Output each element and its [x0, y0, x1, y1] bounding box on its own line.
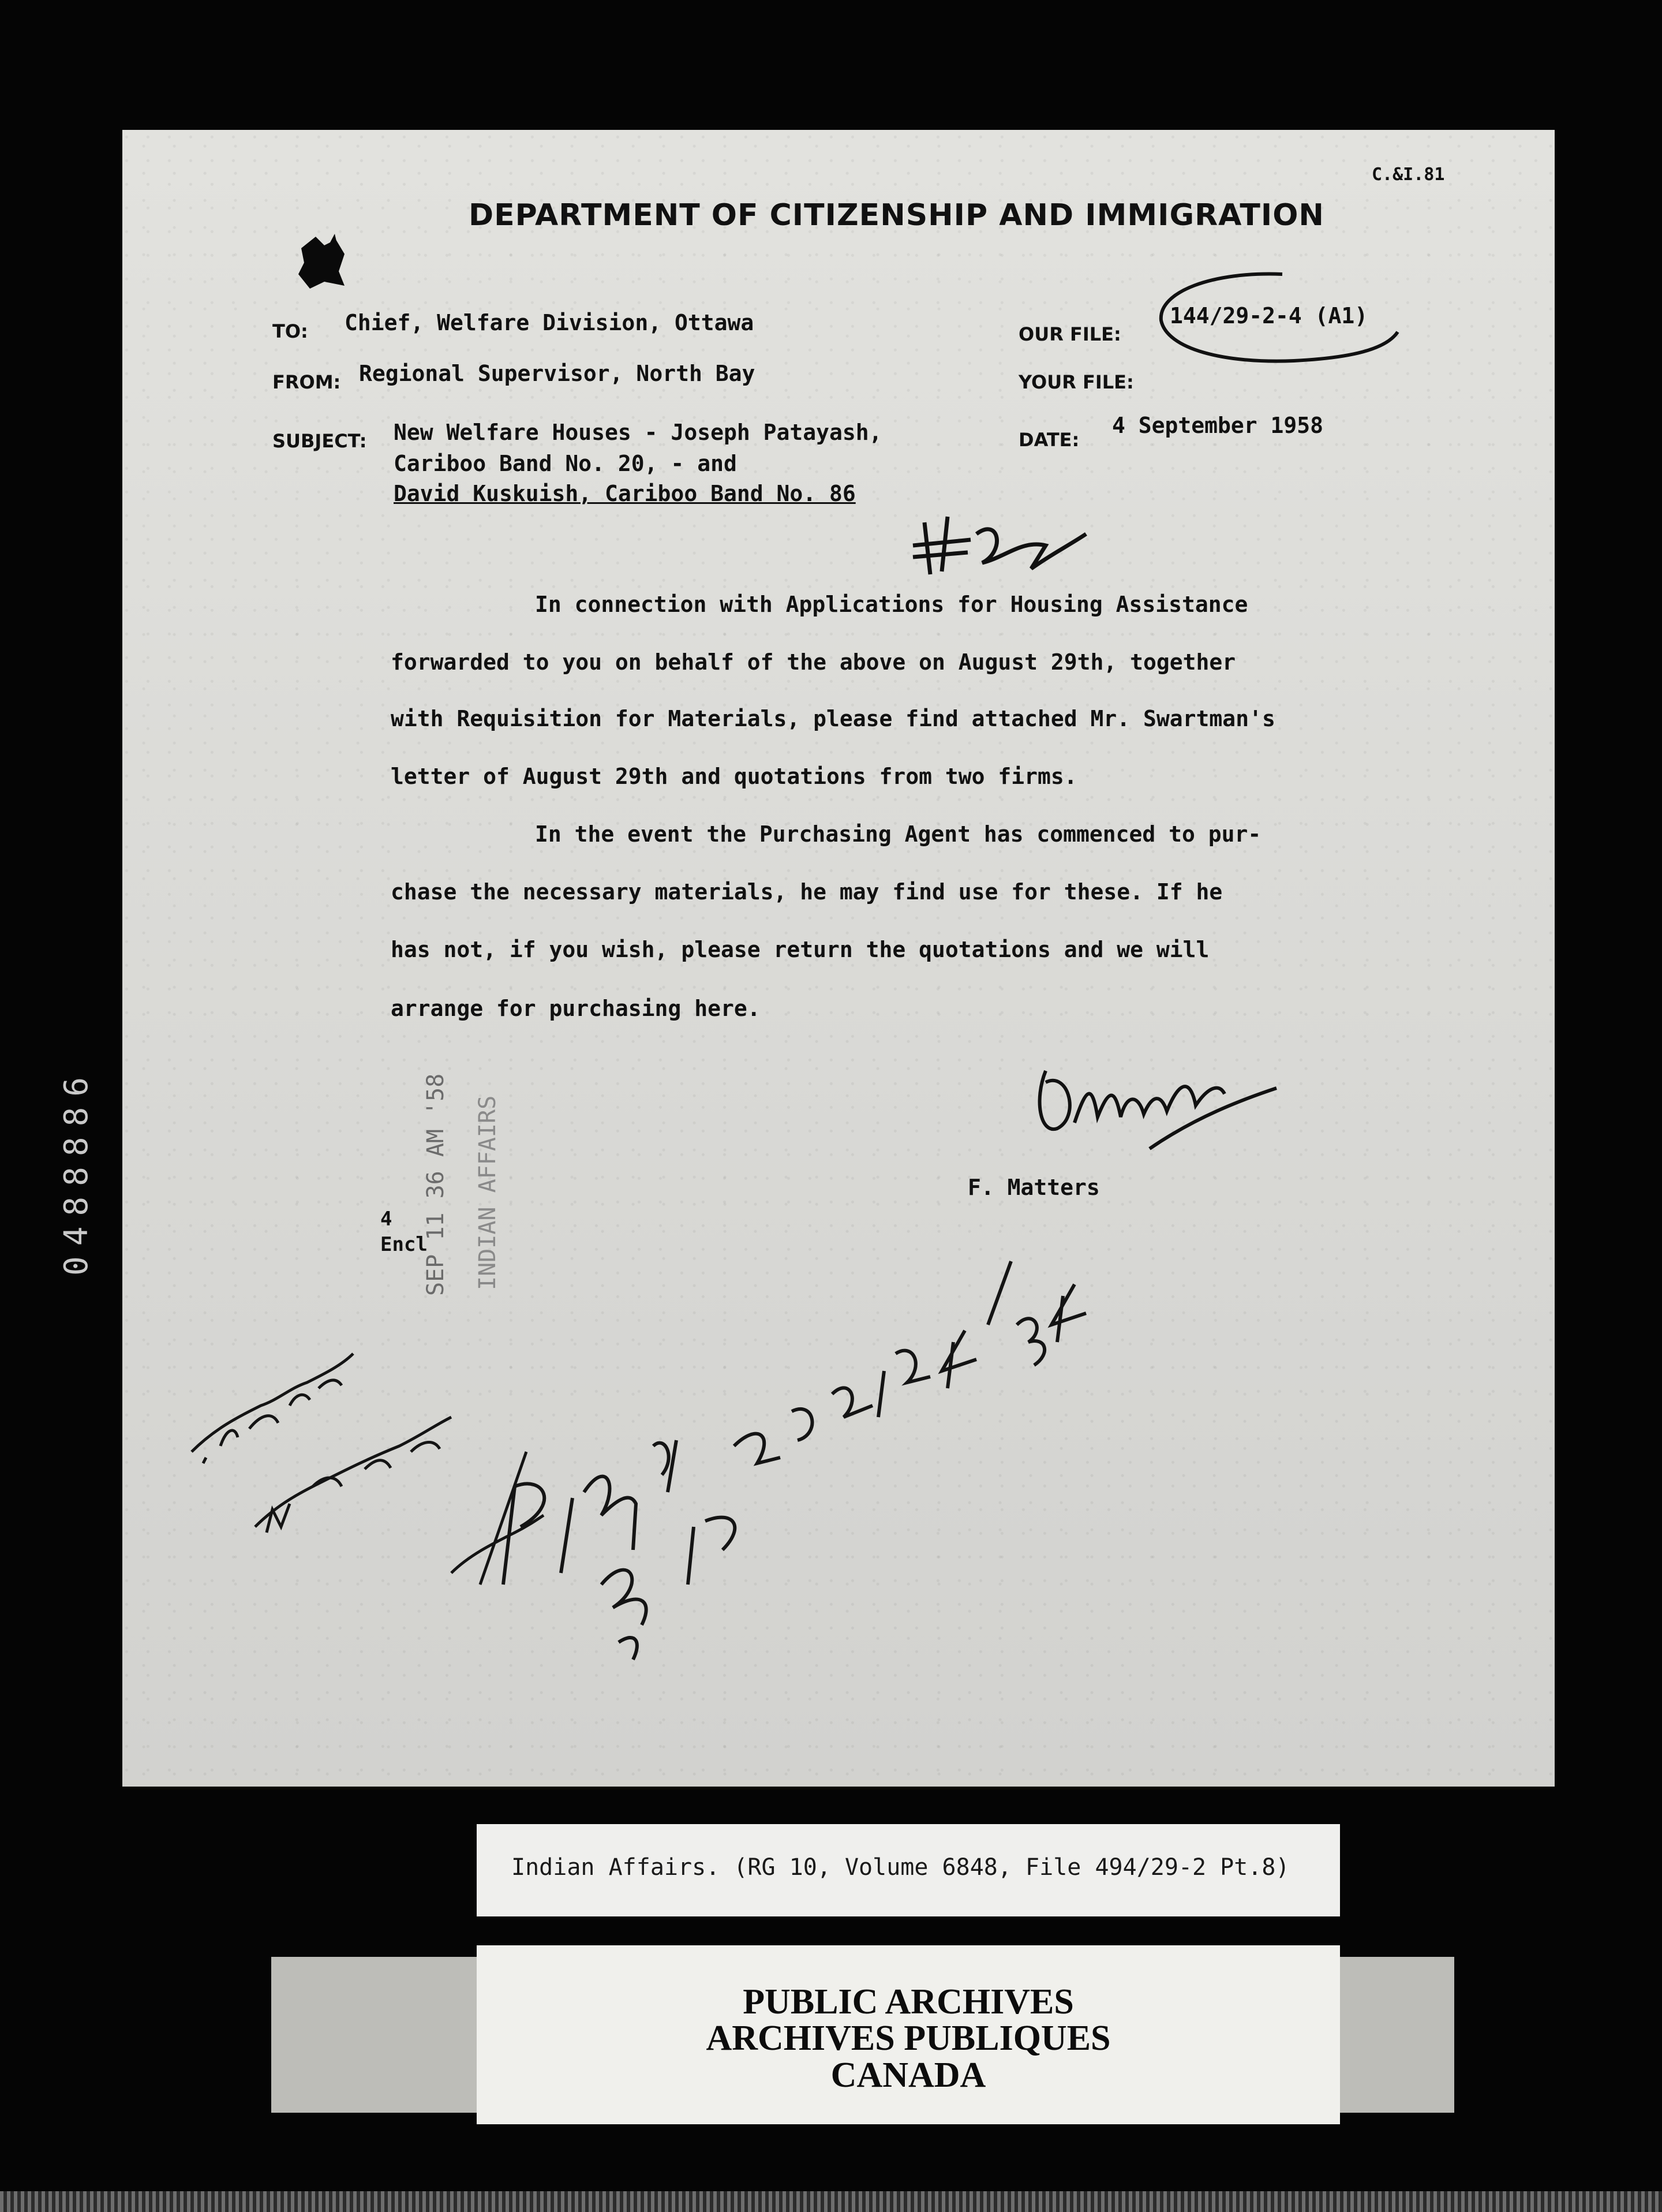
ink-blot-icon: [290, 231, 353, 294]
from-value: Regional Supervisor, North Bay: [359, 361, 755, 386]
subject-line: New Welfare Houses - Joseph Patayash,: [394, 420, 882, 445]
body-line: letter of August 29th and quotations from two firms.: [391, 764, 1077, 789]
from-label: FROM:: [272, 371, 341, 393]
to-label: TO:: [272, 320, 308, 342]
body-line: has not, if you wish, please return the quotations and we will: [391, 937, 1210, 962]
archives-line: CANADA: [830, 2056, 986, 2095]
file-number-circle: [1144, 263, 1444, 378]
department-stamp: INDIAN AFFAIRS: [474, 1095, 501, 1290]
subject-line: David Kuskuish, Cariboo Band No. 86: [394, 481, 856, 506]
our-file-label: OUR FILE:: [1019, 323, 1121, 345]
date-label: DATE:: [1019, 429, 1080, 451]
signatory-name: F. Matters: [968, 1175, 1100, 1200]
your-file-label: YOUR FILE:: [1019, 371, 1134, 393]
body-line: In the event the Purchasing Agent has commenced to pur-: [535, 821, 1262, 847]
subject-label: SUBJECT:: [272, 430, 367, 452]
received-time-stamp: SEP 11 36 AM '58: [422, 1073, 449, 1296]
department-heading: DEPARTMENT OF CITIZENSHIP AND IMMIGRATION: [469, 198, 1324, 233]
date-value: 4 September 1958: [1112, 413, 1324, 438]
archives-card: [477, 1945, 1340, 2124]
body-line: forwarded to you on behalf of the above on August 29th, together: [391, 649, 1236, 675]
reference-text: Indian Affairs. (RG 10, Volume 6848, File 494/29-2 Pt.8): [511, 1854, 1290, 1881]
handwritten-note-requisition: [434, 1227, 1184, 1746]
enclosure-label: Encl: [380, 1233, 428, 1256]
signature-scribble: [1023, 1048, 1300, 1163]
enclosure-count: 4: [380, 1208, 392, 1231]
memo-sheet: [122, 130, 1555, 1787]
archives-line: ARCHIVES PUBLIQUES: [706, 2019, 1111, 2058]
to-value: Chief, Welfare Division, Ottawa: [345, 310, 754, 335]
reference-card: [477, 1824, 1340, 1916]
archives-line: PUBLIC ARCHIVES: [743, 1982, 1074, 2022]
film-edge: [0, 2191, 1662, 2212]
body-line: arrange for purchasing here.: [391, 996, 761, 1021]
subject-line: Cariboo Band No. 20, - and: [394, 451, 737, 476]
our-file-value: 144/29-2-4 (A1): [1170, 303, 1368, 328]
body-line: chase the necessary materials, he may find use for these. If he: [391, 879, 1223, 905]
body-line: with Requisition for Materials, please find attached Mr. Swartman's: [391, 706, 1275, 731]
frame-number: 0488886: [58, 1066, 95, 1276]
handwritten-initials: [907, 499, 1092, 586]
form-code: C.&I.81: [1372, 165, 1445, 185]
body-line: In connection with Applications for Housing Assistance: [535, 592, 1248, 617]
enclosure-note: [380, 1206, 428, 1257]
